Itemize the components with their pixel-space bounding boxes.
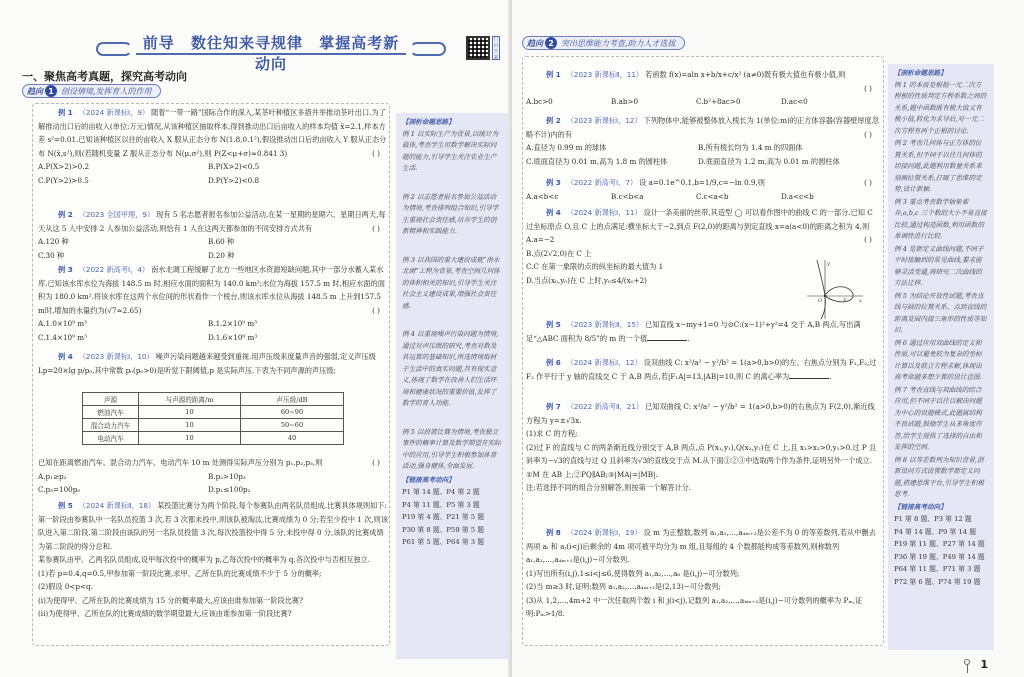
analysis-sidebar-right bbox=[888, 64, 994, 650]
question-source: （2024 新课标Ⅰ，9） bbox=[78, 108, 150, 117]
example-label: 例 6 bbox=[546, 358, 561, 367]
table-header-row bbox=[83, 393, 344, 406]
option-c: C.底面直径为 0.01 m,高为 1.8 m 的圆柱体 bbox=[526, 156, 668, 166]
trend-tag-2 bbox=[522, 36, 685, 50]
header-ornament-left bbox=[96, 42, 132, 56]
table-cell: 40 bbox=[241, 432, 344, 445]
question-text: 随着“一带一路”国际合作的深入,某茶叶种植区多措并举推动茶叶出口.为了解推动出口后的亩收入(单位:万元)情况,从该种植区抽取样本,得到推动出口后亩收入的样本均值 x̄=2.1,样本方差 s²=0.01.已知该种植区以往的亩收入 X 服从正态分布 N(1.8,0.1²),假设推动出口后的亩收入 Y 服从正态分布 N(x̄,s²),则(若随机变量 Z 服从正态分布 N(μ,σ²),则 P(Z<μ+σ)≈0.841 3) bbox=[38, 108, 387, 158]
y-label: y bbox=[827, 261, 830, 267]
curve-loop bbox=[825, 287, 853, 302]
example-label: 例 2 bbox=[546, 116, 561, 125]
analysis-note: 例 6 通过应用双曲线的定义和性质,可以避免较为复杂的坐标计算以及联立方程求解,体现出高考命题多想少算的设计意图. bbox=[894, 338, 982, 381]
sub-question-2: (2)假设 0<p<q. bbox=[38, 582, 93, 591]
question-source: （2022 新高考Ⅱ，21） bbox=[566, 402, 644, 411]
option-a: A.bc>0 bbox=[526, 97, 553, 106]
answer-blank: ( ) bbox=[372, 148, 380, 158]
link-item[interactable]: P64 第 11 题、P71 第 3 题 bbox=[894, 565, 981, 574]
trend-number-badge: 2 bbox=[545, 37, 557, 49]
question-text: 已知双曲线 C: x²/a² − y²/b² = 1(a>0,b>0)的右焦点为 F(2,0),渐近线方程为 y=±√3x. bbox=[526, 402, 875, 425]
option-a: A.p₁≥p₂ bbox=[38, 471, 67, 481]
link-item[interactable]: P1 第 8 题、P3 第 12 题 bbox=[894, 515, 972, 523]
question-text: 若函数 f(x)=aln x+b/x+c/x² (a≠0)既有极大值也有极小值,则 bbox=[645, 70, 846, 79]
trend-lead: 趋向 bbox=[27, 85, 43, 96]
option-a: A.a=−2 bbox=[526, 235, 555, 244]
sub-question-1: (1)求 C 的方程; bbox=[526, 429, 578, 438]
chapter-header bbox=[96, 28, 446, 73]
qr-code-icon[interactable] bbox=[466, 36, 490, 60]
option-b: B.点(2√2,0)在 C 上 bbox=[526, 248, 592, 258]
link-item[interactable]: P30 第 8 题、P59 第 5 题 bbox=[402, 525, 485, 534]
analysis-note: 例 7 考查直线与双曲线的综合应用,但不同于以往以解决问题为中心的设题模式,此题属结构不良试题,鼓励学生从多角度作答,给学生提供了选择的自由和发挥的空间. bbox=[894, 385, 982, 451]
question-source: （2024 新课标Ⅱ，18） bbox=[78, 501, 156, 510]
table-cell: 燃油汽车 bbox=[83, 406, 139, 419]
question-4-continued bbox=[38, 456, 388, 497]
table-cell: 10 bbox=[139, 406, 241, 419]
chapter-title: 前导 数往知来寻规律 掌握高考新动向 bbox=[142, 34, 400, 73]
question-1 bbox=[526, 68, 880, 109]
link-item[interactable]: P19 第 4 题、P21 第 5 题 bbox=[402, 513, 485, 522]
option-a: A.直径为 0.99 m 的球体 bbox=[526, 143, 607, 152]
table-row bbox=[83, 406, 344, 419]
option-c: C.C 在第一象限的点的纵坐标的最大值为 1 bbox=[526, 262, 664, 271]
analysis-note: 例 5 以投篮比赛为情境,考查独立事件的概率计算及数学期望在实际中的应用,引导学生积极参加体育活动,强身健体,全面发展. bbox=[402, 427, 501, 470]
link-item[interactable]: P4 第 11 题、P5 第 3 题 bbox=[402, 500, 480, 509]
question-text: 现有 5 名志愿者报名参加公益活动,在某一星期的星期六、星期日两天,每天从这 5 人中安排 2 人参加公益活动,则恰有 1 人在这两天都参加的不同安排方式共有 bbox=[38, 210, 386, 233]
example-label: 例 7 bbox=[546, 402, 561, 411]
option-d: D.a<c<b bbox=[781, 191, 814, 201]
example-label: 例 5 bbox=[58, 501, 73, 510]
answer-blank: ( ) bbox=[864, 129, 872, 139]
example-label: 例 4 bbox=[58, 352, 73, 361]
option-d: D.1.6×10⁹ m³ bbox=[208, 332, 258, 342]
answer-blank: ( ) bbox=[372, 305, 380, 315]
option-c: C.1.4×10⁹ m³ bbox=[38, 332, 87, 342]
example-label: 例 2 bbox=[58, 210, 73, 219]
link-item[interactable]: P1 第 14 题、P4 第 2 题 bbox=[402, 488, 480, 496]
note: 注:若选择不同的组合分别解答,则按第一个解答计分. bbox=[526, 483, 692, 492]
sub-question-2: (2)过 F 的直线与 C 的两条渐近线分别交于 A,B 两点,点 P(x₁,y₁),Q(x₂,y₂)在 C 上,且 x₁>x₂>0,y₁>0.过 P 且斜率为−√3的直线与过 Q 且斜率为√3的直线交于点 M.从下面①②③中选取两个作为条件,证明另外一个成立. bbox=[526, 442, 877, 465]
analysis-note: 例 4 以重视噪声污染问题为情境,通过对声压级的研究,考查对数及其运算的基础知识,所选情境取材于生活中的真实问题,具有现实意义,体现了数学在改善人们生活环境和健康状况的重要价值,发挥了数学的育人功能. bbox=[402, 330, 499, 407]
answer-blank: ( ) bbox=[372, 458, 380, 467]
analysis-note: 例 4 是新定义曲线问题,不同于平时接触到的常见曲线,要求能够灵活变通,将研究二次曲线的方法迁移. bbox=[894, 244, 984, 287]
option-c: C.p₃=100p₀ bbox=[38, 485, 81, 494]
analysis-note: 例 1 以实际生产为背景,以统计为载体,考查学生用数学解决实际问题的能力,引导学生关注农业生产生活. bbox=[402, 129, 499, 172]
example-label: 例 1 bbox=[58, 108, 73, 117]
question-7 bbox=[526, 400, 880, 495]
origin-point bbox=[824, 295, 826, 297]
fill-blank[interactable] bbox=[647, 333, 690, 343]
option-d: D.20 种 bbox=[208, 250, 235, 260]
option-b: B.所有棱长均为 1.4 m 的四面体 bbox=[698, 143, 803, 152]
example-label: 例 4 bbox=[546, 208, 561, 217]
example-label: 例 5 bbox=[546, 320, 561, 329]
option-a: A.120 种 bbox=[38, 237, 69, 246]
question-text: 噪声污染问题越来越受到重视.用声压级来度量声音的强弱,定义声压级 Lp=20×lg p/p₀,其中常数 p₀(p₀>0)是听觉下限阈值,p 是实际声压.下表为不同声源的声压级: bbox=[38, 352, 376, 375]
link-item[interactable]: P19 第 11 题、P27 第 14 题 bbox=[894, 540, 985, 549]
question-text: 设计一条美丽的丝带,其造型 ◯ 可以看作图中的曲线 C 的一部分.已知 C 过坐标原点 O,且 C 上的点满足:横坐标大于−2,到点 F(2,0)的距离与到定直线 x=a(a<0)的距离之积为 4,则 bbox=[526, 208, 873, 231]
example-label: 例 1 bbox=[546, 70, 561, 79]
sub-question-2ii: (ii)为使得甲、乙所在队的比赛成绩的数学期望最大,应该由谁参加第一阶段比赛? bbox=[38, 609, 292, 618]
section-title: 一、聚焦高考真题，探究高考动向 bbox=[22, 70, 187, 83]
sidebar-heading: 【剖析命题思路】 bbox=[402, 118, 455, 126]
option-c: C.c<a<b bbox=[696, 191, 729, 201]
question-text: 南水北调工程缓解了北方一些地区水资源短缺问题,其中一部分水蓄入某水库.已知该水库水位为海拔 148.5 m 时,相应水面的面积为 140.0 km²;水位为海拔 157.5 m 时,相应水面的面积为 180.0 km².将该水库在这两个水位间的形状看作一个棱台,则该水库水位从海拔 148.5 m 上升到157.5 m时,增加的水量约为(√7≈2.65) bbox=[38, 265, 385, 315]
question-source: （2023 新课标Ⅱ，15） bbox=[566, 320, 644, 329]
question-source: （2023 新课标Ⅱ，11） bbox=[566, 70, 644, 79]
sub-question-3: (3)从 1,2,…,4m+2 中一次任取两个数 i 和 j(i<j),记数列 a₁,a₂,…,a₄ₘ₊₂是(i,j)−可分数列的概率为 Pₘ,证明:Pₘ>1/8. bbox=[526, 595, 863, 618]
question-2 bbox=[38, 208, 388, 262]
table-header: 声压级/dB bbox=[241, 393, 344, 406]
analysis-sidebar-left bbox=[396, 113, 508, 659]
question-text: 设 a=0.1e^0.1,b=1/9,c=−ln 0.9,则 bbox=[639, 178, 765, 187]
example-label: 例 8 bbox=[546, 528, 561, 537]
question-source: （2024 新课标Ⅰ，11） bbox=[566, 208, 642, 217]
question-text: 设 m 为正整数,数列 a₁,a₂,…,a₄ₘ₊₂是公差不为 0 的等差数列,若从中删去两项 aᵢ 和 aⱼ(i<j)后剩余的 4m 项可被平均分为 m 组,且每组的 4 个数都能构成等差数列,则称数列 a₁,a₂,…,a₄ₘ₊₂是(i,j)−可分数列. bbox=[526, 528, 876, 564]
question-text: 某投篮比赛分为两个阶段,每个参赛队由两名队员组成.比赛具体规则如下:第一阶段由参赛队中一名队员投篮 3 次,若 3 次都未投中,则该队被淘汰,比赛成绩为 0 分;若至少投中 1 次,则该队进入第二阶段.第二阶段由该队的另一名队员投篮 3 次,每次投篮投中得 5 分,未投中得 0 分,该队的比赛成绩为第二阶段的得分总和. bbox=[38, 501, 389, 551]
table-header: 声源 bbox=[83, 393, 139, 406]
question-source: （2024 新课标Ⅰ，19） bbox=[566, 528, 642, 537]
table-cell: 50~60 bbox=[241, 419, 344, 432]
example-label: 例 3 bbox=[58, 265, 73, 274]
analysis-note: 例 2 考查几何体与正方体的位置关系,但不同于以往几何体的切接问题,此题利用数量关系来刻画位置关系,打破了思维的定势,设计新颖. bbox=[894, 139, 982, 193]
header-ornament-right bbox=[410, 42, 446, 56]
option-b: B.p₂>10p₃ bbox=[208, 471, 246, 481]
period: . bbox=[687, 333, 690, 343]
fill-blank[interactable] bbox=[789, 371, 832, 381]
links-heading: 【链接高考动向】 bbox=[402, 475, 455, 484]
pin-icon bbox=[964, 659, 970, 665]
curve-figure bbox=[805, 258, 865, 320]
link-item[interactable]: P61 第 5 题、P64 第 3 题 bbox=[402, 538, 485, 547]
table-cell: 10 bbox=[139, 419, 241, 432]
question-4 bbox=[38, 350, 388, 377]
option-d: D.p₁≤100p₂ bbox=[208, 485, 251, 494]
analysis-note: 例 3 重点考查数学抽象素养,a,b,c 三个数的大小不易直接比较,通过构造函数,利用函数的单调性进行比较. bbox=[894, 197, 987, 240]
option-b: B.ab>0 bbox=[611, 97, 639, 106]
sidebar-heading: 【剖析命题思路】 bbox=[894, 69, 947, 77]
option-d: D.底面直径为 1.2 m,高为 0.01 m 的圆柱体 bbox=[698, 156, 840, 166]
period: . bbox=[829, 371, 832, 381]
analysis-note: 例 1 的本质是根据一元二次方程根的性质判定方程系数之间的关系,题中函数既有极大值又有极小值,转化为求导后,对一元二次方程有两个正根的讨论. bbox=[894, 80, 987, 135]
question-source: （2022 新高考Ⅰ，4） bbox=[78, 265, 150, 274]
option-a: A.a<b<c bbox=[526, 191, 559, 201]
trend-label: 创设情境,发挥育人的作用 bbox=[61, 86, 152, 96]
table-header: 与声源的距离/m bbox=[139, 393, 241, 406]
analysis-note: 例 8 以等差数列为知识背景,创新设问方式设置数学新定义问题,搭建思维平台,引导学生积极思考. bbox=[894, 455, 984, 498]
option-d: D.ac<0 bbox=[781, 97, 808, 106]
option-b: B.P(X>2)<0.5 bbox=[208, 162, 260, 171]
sub-question-2i: (i)为使得甲、乙所在队的比赛成绩为 15 分的概率最大,应该由谁参加第一阶段比赛? bbox=[38, 595, 303, 605]
focus-label: F bbox=[843, 298, 847, 304]
page-number: 1 bbox=[980, 658, 988, 671]
option-c: C.30 种 bbox=[38, 250, 65, 260]
sub-question-1: (1)若 p=0.4,q=0.5,甲参加第一阶段比赛,求甲、乙所在队的比赛成绩不少于 5 分的概率; bbox=[38, 568, 322, 578]
question-1 bbox=[38, 106, 388, 187]
conditions: ①M 在 AB 上;②PQ∥AB;③|MA|=|MB|. bbox=[526, 469, 658, 479]
table-cell: 10 bbox=[139, 432, 241, 445]
question-6 bbox=[526, 356, 880, 383]
sound-pressure-table bbox=[82, 392, 344, 445]
trend-lead: 趋向 bbox=[527, 37, 543, 48]
option-c: C.P(Y>2)>0.5 bbox=[38, 175, 89, 185]
question-text: 设双曲线 C: x²/a² − y²/b² = 1(a>0,b>0)的左、右焦点分别为 F₁,F₂,过 F₂ 作平行于 y 轴的直线交 C 于 A,B 两点,若|F₁A|=13,|AB|=10,则 C 的离心率为 bbox=[526, 358, 877, 381]
option-c: C.b²+8ac>0 bbox=[696, 97, 741, 106]
x-label: x bbox=[859, 298, 862, 304]
question-source: （2022 新高考Ⅰ，7） bbox=[566, 178, 638, 187]
link-item[interactable]: P4 第 14 题、P9 第 14 题 bbox=[894, 527, 977, 536]
question-3 bbox=[38, 263, 388, 344]
option-d: D.P(Y>2)<0.8 bbox=[208, 175, 260, 185]
answer-blank: ( ) bbox=[864, 83, 872, 93]
analysis-note: 例 2 以志愿者报名参加公益活动为情境,考查排列组合知识,引导学生重视社会责任感,培养学生的创新精神和实践能力. bbox=[402, 192, 499, 235]
question-2 bbox=[526, 114, 880, 168]
links-heading: 【链接高考动向】 bbox=[894, 502, 947, 511]
trend-tag-1 bbox=[22, 84, 161, 98]
table-cell: 60~90 bbox=[241, 406, 344, 419]
question-text: 已知在距离燃油汽车、混合动力汽车、电动汽车 10 m 处测得实际声压分别为 p₁,p₂,p₃,则 bbox=[38, 458, 323, 467]
option-d: D.当点(x₀,y₀)在 C 上时,y₀≤4/(x₀+2) bbox=[526, 275, 647, 285]
question-source: （2024 新课标Ⅰ，12） bbox=[566, 358, 642, 367]
trend-label: 突出思维能力考查,助力人才选拔 bbox=[561, 38, 676, 48]
analysis-note: 例 3 以我国的重大建设成就“南水北调”工程为背景,考查空间几何体的体积相关的知识,引导学生关注社会主义建设成果,增强社会责任感. bbox=[402, 255, 500, 310]
question-5 bbox=[38, 499, 388, 621]
table-row bbox=[83, 432, 344, 445]
question-8 bbox=[526, 526, 880, 621]
link-item[interactable]: P72 第 6 题、P74 第 19 题 bbox=[894, 577, 981, 586]
question-5 bbox=[526, 318, 880, 345]
table-cell: 电动汽车 bbox=[83, 432, 139, 445]
origin-label: O bbox=[818, 298, 823, 304]
sub-question-2: (2)当 m≥3 时,证明:数列 a₁,a₂,…,a₄ₘ₊₂是(2,13)−可分数列; bbox=[526, 582, 721, 591]
table-cell: 混合动力汽车 bbox=[83, 419, 139, 432]
question-line: 某参赛队由甲、乙两名队员组成,设甲每次投中的概率为 p,乙每次投中的概率为 q,各次投中与否相互独立. bbox=[38, 555, 370, 564]
question-source: （2023 全国甲理，9） bbox=[78, 210, 155, 219]
question-source: （2023 新课标Ⅰ，10） bbox=[78, 352, 154, 361]
qr-code-label: 扫码答案 bbox=[493, 37, 499, 61]
option-b: B.c<b<a bbox=[611, 191, 644, 201]
answer-blank: ( ) bbox=[864, 235, 872, 244]
option-b: B.60 种 bbox=[208, 237, 235, 246]
option-b: B.1.2×10⁹ m³ bbox=[208, 319, 258, 328]
right-page bbox=[512, 0, 1024, 677]
analysis-note: 例 5 为结论开放性试题,考查直线与圆的位置关系、点到直线的距离及圆内接三角形的性质等知识. bbox=[894, 291, 987, 334]
table-row bbox=[83, 419, 344, 432]
sub-question-1: (1)写出所有(i,j),1≤i<j≤6,使得数列 a₁,a₂,…,a₆ 是(i,j)−可分数列; bbox=[526, 568, 740, 578]
answer-blank: ( ) bbox=[372, 223, 380, 233]
answer-blank: ( ) bbox=[864, 178, 872, 187]
question-3 bbox=[526, 176, 880, 203]
trend-number-badge: 1 bbox=[45, 85, 57, 97]
curve-left-branch bbox=[817, 260, 825, 319]
question-text: 下列物体中,能够被整体放入棱长为 1(单位:m)的正方体容器(容器壁厚度忽略不计)内的有 bbox=[526, 116, 879, 139]
link-item[interactable]: P36 第 19 题、P49 第 14 题 bbox=[894, 552, 985, 561]
question-source: （2023 新课标Ⅰ，12） bbox=[566, 116, 642, 125]
question-text: 已知直线 x−my+1=0 与⊙C:(x−1)²+y²=4 交于 A,B 两点,写出满足“△ABC 面积为 8/5”的 m 的一个值 bbox=[526, 320, 861, 343]
option-a: A.P(X>2)>0.2 bbox=[38, 162, 90, 171]
option-a: A.1.0×10⁹ m³ bbox=[38, 319, 87, 328]
example-label: 例 3 bbox=[546, 178, 561, 187]
